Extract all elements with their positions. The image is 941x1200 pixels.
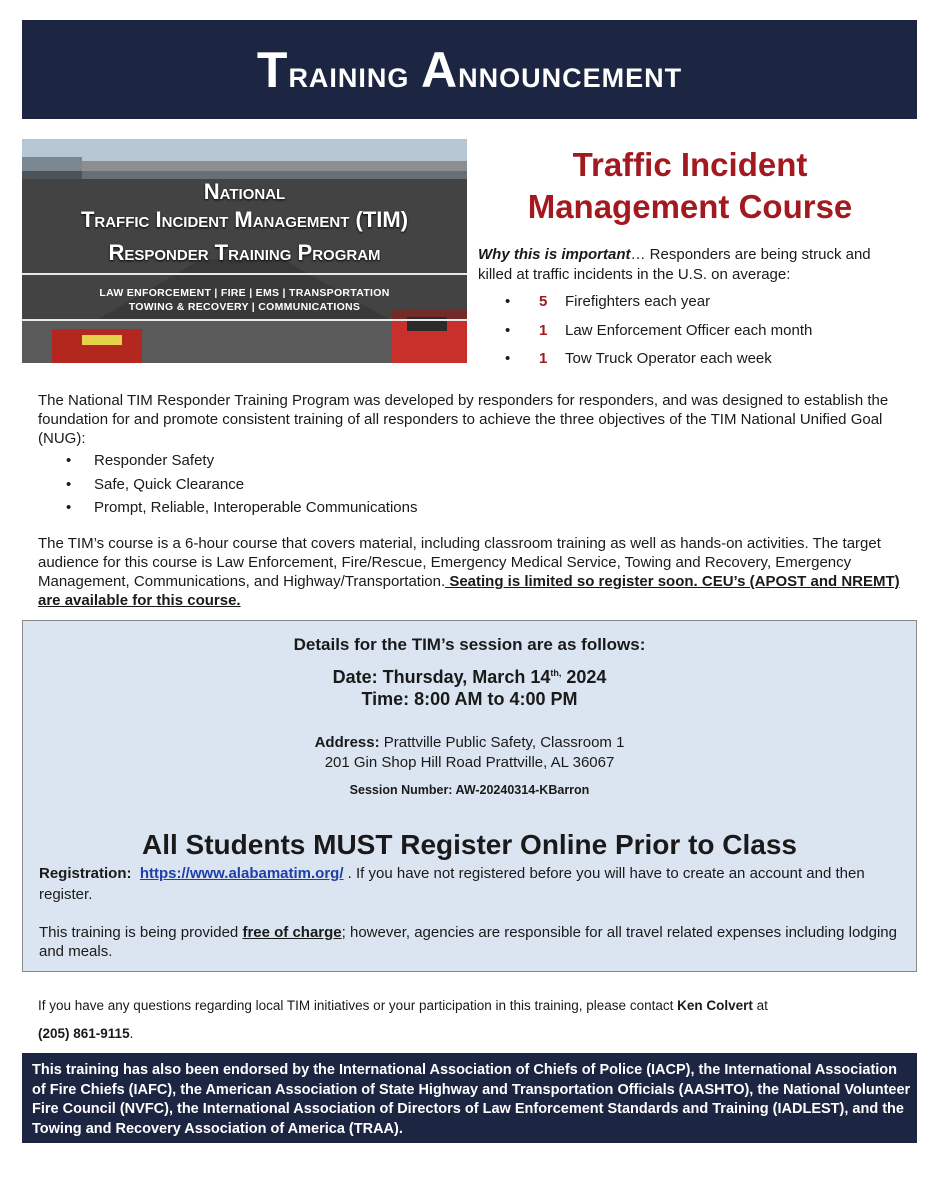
image-subtitle-disciplines-2: TOWING & RECOVERY | COMMUNICATIONS <box>128 301 361 313</box>
course-title <box>480 144 900 228</box>
image-divider-top <box>22 273 467 275</box>
program-intro-paragraph: The National TIM Responder Training Program was developed by responders for responders, and was designed to establish the foundation for and promote consistent training of all responders to achieve the three objectives of the TIM National Unified Goal (NUG): <box>38 392 889 447</box>
why-important-body: … Responders are being struck and killed at traffic incidents in the U.S. on average: <box>478 246 871 283</box>
registration-instructions: . If you have not registered before you will have to create an account and then register. <box>39 865 865 903</box>
stat-number: 1 <box>539 350 548 367</box>
title-rest-2: nnouncement <box>458 53 683 96</box>
title-rest-1: raining <box>288 53 421 96</box>
image-divider-bottom <box>22 319 467 321</box>
announcement-title <box>257 41 682 99</box>
why-important-text <box>478 245 908 285</box>
stat-label: Law Enforcement Officer each month <box>565 321 813 339</box>
course-description-paragraph <box>38 534 908 610</box>
bullet-icon: • <box>505 321 511 339</box>
session-date-suffix: th, <box>550 668 562 678</box>
image-subtitle-disciplines-1: LAW ENFORCEMENT | FIRE | EMS | TRANSPORTATION <box>99 287 390 299</box>
cost-notice-post: ; however, agencies are responsible for all travel related expenses including lodging and meals. <box>39 924 897 960</box>
stat-number: 5 <box>539 293 548 310</box>
address-label: Address: <box>314 734 380 751</box>
cost-notice <box>39 923 899 961</box>
image-heading-tim: Traffic Incident Management (TIM) <box>80 207 409 232</box>
bullet-icon: • <box>66 475 72 493</box>
endorsement-text: This training has also been endorsed by the International Association of Chiefs of Police (IACP), the International Association of Fire Chiefs (IAFC), the American Association of State Highway and Transportation Officials (AASHTO), the National Volunteer Fire Council (NVFC), the International Association of Directors of Law Enforcement Standards and Training (IADLEST), and the Towing and Recovery Association of America (TRAA). <box>32 1062 911 1137</box>
header-banner <box>22 20 917 119</box>
objective-label: Responder Safety <box>94 452 215 469</box>
title-cap-a: A <box>421 41 459 98</box>
tim-program-image <box>22 139 467 363</box>
contact-info <box>38 992 908 1048</box>
session-details-box <box>22 620 917 972</box>
session-date <box>23 667 916 688</box>
session-date-year: 2024 <box>561 667 607 687</box>
session-number: Session Number: AW-20240314-KBarron <box>349 783 590 797</box>
contact-text-mid: at <box>752 998 768 1013</box>
details-heading: Details for the TIM’s session are as follows: <box>293 635 646 654</box>
list-item <box>66 451 418 475</box>
course-description-text: The TIM’s course is a 6-hour course that covers material, including classroom training as well as hands-on activities. The target audience for this course is Law Enforcement, Fire/Rescue, Emergency Medical Service, Towing and Recovery, Emergency Management, Communications, and Highway/Transportation. <box>38 535 881 590</box>
fatality-stats-list <box>505 292 905 378</box>
list-item <box>505 349 905 378</box>
contact-text-end: . <box>129 1026 134 1041</box>
image-heading-national: National <box>203 179 286 204</box>
cost-notice-pre: This training is being provided <box>39 924 243 941</box>
image-heading-program: Responder Training Program <box>108 240 381 265</box>
list-item <box>505 321 905 350</box>
course-title-line2: Management Course <box>527 188 853 225</box>
contact-name: Ken Colvert <box>677 998 753 1013</box>
must-register-heading: All Students MUST Register Online Prior to Class <box>142 829 797 860</box>
endorsement-banner <box>22 1053 917 1143</box>
address-line2: 201 Gin Shop Hill Road Prattville, AL 36067 <box>324 754 615 771</box>
registration-label: Registration: <box>39 865 132 882</box>
contact-text: If you have any questions regarding local TIM initiatives or your participation in this training, please contact <box>38 998 678 1013</box>
list-item <box>505 292 905 321</box>
contact-phone: (205) 861-9115 <box>38 1026 130 1041</box>
nug-objectives-list <box>66 451 418 522</box>
objective-label: Safe, Quick Clearance <box>94 475 245 493</box>
address-line1: Prattville Public Safety, Classroom 1 <box>379 734 625 751</box>
session-address <box>23 734 916 751</box>
list-item <box>66 475 418 499</box>
stat-label: Tow Truck Operator each week <box>565 350 772 367</box>
course-title-line1: Traffic Incident <box>572 146 808 183</box>
list-item <box>66 498 418 522</box>
session-date-text: Date: Thursday, March 14 <box>332 667 551 687</box>
registration-line <box>39 863 899 905</box>
bullet-icon: • <box>66 499 72 516</box>
stat-number: 1 <box>539 321 548 339</box>
free-of-charge-text: free of charge <box>242 924 342 941</box>
title-cap-t: T <box>256 41 289 98</box>
stat-label: Firefighters each year <box>565 293 711 310</box>
session-time: Time: 8:00 AM to 4:00 PM <box>361 689 578 709</box>
bullet-icon: • <box>66 452 72 469</box>
registration-link[interactable]: https://www.alabamatim.org/ <box>139 865 344 882</box>
bullet-icon: • <box>505 293 511 310</box>
objective-label: Prompt, Reliable, Interoperable Communications <box>94 499 418 516</box>
seating-limited-notice: Seating is limited so register soon. CEU’s (APOST and NREMT) are available for this course. <box>38 573 900 609</box>
bullet-icon: • <box>505 350 511 367</box>
why-important-lead: Why this is important <box>478 246 631 263</box>
